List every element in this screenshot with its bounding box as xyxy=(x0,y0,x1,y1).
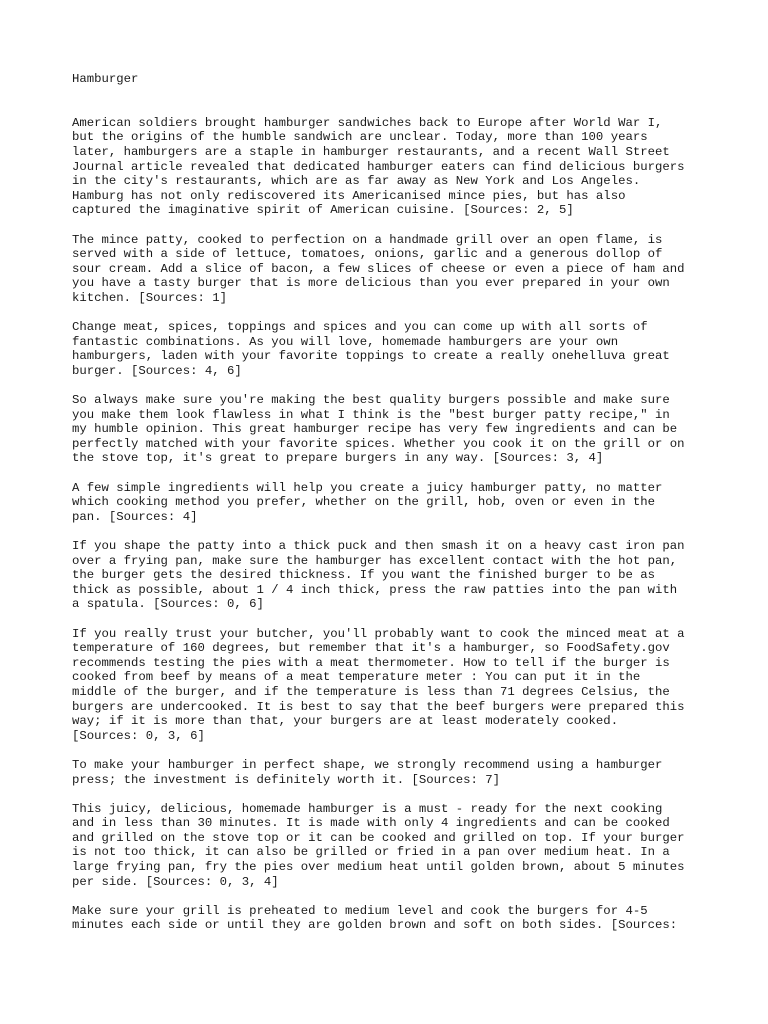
paragraph-line: captured the imaginative spirit of American cuisine. [Sources: 2, 5] xyxy=(72,203,574,218)
paragraph xyxy=(72,320,712,378)
paragraph-line: way; if it is more than that, your burgers are at least moderately cooked. xyxy=(72,714,619,729)
paragraph-line: kitchen. [Sources: 1] xyxy=(72,290,227,305)
paragraph-line: you have a tasty burger that is more delicious than you ever prepared in your own xyxy=(72,276,670,291)
paragraph-line: press; the investment is definitely worth it. [Sources: 7] xyxy=(72,772,501,787)
paragraph-line: later, hamburgers are a staple in hamburger restaurants, and a recent Wall Street xyxy=(72,144,670,159)
paragraph-line: The mince patty, cooked to perfection on a handmade grill over an open flame, is xyxy=(72,232,663,247)
paragraph xyxy=(72,758,712,787)
paragraph-line: hamburgers, laden with your favorite toppings to create a really onehelluva great xyxy=(72,349,670,364)
paragraph xyxy=(72,233,712,306)
paragraph-line: [Sources: 0, 3, 6] xyxy=(72,728,205,743)
paragraph-line: If you shape the patty into a thick puck and then smash it on a heavy cast iron pan xyxy=(72,539,685,553)
paragraph-line: burger. [Sources: 4, 6] xyxy=(72,363,242,378)
document-title: Hamburger xyxy=(72,72,139,86)
paragraph-line: which cooking method you prefer, whether on the grill, hob, oven or even in the xyxy=(72,495,655,510)
paragraph-line: the burger gets the desired thickness. If you want the finished burger to be as xyxy=(72,568,655,583)
paragraph xyxy=(72,539,712,612)
paragraph-line: and grilled on the stove top or it can be cooked and grilled on top. If your burger xyxy=(72,830,685,845)
paragraph-line: served with a side of lettuce, tomatoes, onions, garlic and a generous dollop of xyxy=(72,247,663,262)
paragraph-line: thick as possible, about 1 / 4 inch thick, press the raw patties into the pan with xyxy=(72,582,678,597)
paragraph xyxy=(72,802,712,890)
paragraph-line: over a frying pan, make sure the hamburger has excellent contact with the hot pan, xyxy=(72,553,678,568)
paragraph-line: but the origins of the humble sandwich are unclear. Today, more than 100 years xyxy=(72,130,648,145)
paragraph-line: in the city's restaurants, which are as far away as New York and Los Angeles. xyxy=(72,174,641,189)
paragraph-line: So always make sure you're making the best quality burgers possible and make sure xyxy=(72,393,670,408)
paragraph-line: fantastic combinations. As you will love, homemade hamburgers are your own xyxy=(72,334,619,349)
paragraph-line: To make your hamburger in perfect shape, we strongly recommend using a hamburger xyxy=(72,757,663,772)
paragraph-line: per side. [Sources: 0, 3, 4] xyxy=(72,874,279,889)
paragraph-line: Journal article revealed that dedicated hamburger eaters can find delicious burgers xyxy=(72,159,685,174)
paragraph-line: my humble opinion. This great hamburger recipe has very few ingredients and can be xyxy=(72,422,678,437)
paragraph-line: burgers are undercooked. It is best to say that the beef burgers were prepared this xyxy=(72,699,685,714)
paragraph-line: and in less than 30 minutes. It is made with only 4 ingredients and can be cooked xyxy=(72,816,670,831)
paragraph-line: sour cream. Add a slice of bacon, a few slices of cheese or even a piece of ham and xyxy=(72,261,685,276)
paragraph xyxy=(72,481,712,525)
paragraph xyxy=(72,393,712,466)
document-body xyxy=(72,116,712,933)
paragraph-line: middle of the burger, and if the temperature is less than 71 degrees Celsius, the xyxy=(72,684,670,699)
paragraph-line: a spatula. [Sources: 0, 6] xyxy=(72,597,264,612)
paragraph-line: the stove top, it's great to prepare burgers in any way. [Sources: 3, 4] xyxy=(72,451,604,466)
paragraph-line: you make them look flawless in what I think is the "best burger patty recipe," in xyxy=(72,407,670,422)
paragraph-line: If you really trust your butcher, you'll probably want to cook the minced meat at a xyxy=(72,626,685,641)
paragraph-line: This juicy, delicious, homemade hamburger is a must - ready for the next cooking xyxy=(72,801,663,816)
paragraph-line: American soldiers brought hamburger sandwiches back to Europe after World War I, xyxy=(72,115,663,130)
paragraph-line: pan. [Sources: 4] xyxy=(72,509,198,524)
paragraph xyxy=(72,904,712,933)
paragraph-line: Change meat, spices, toppings and spices and you can come up with all sorts of xyxy=(72,320,648,335)
paragraph-line: Make sure your grill is preheated to medium level and cook the burgers for 4-5 xyxy=(72,903,648,918)
paragraph-line: large frying pan, fry the pies over medium heat until golden brown, about 5 minutes xyxy=(72,860,685,875)
document-page xyxy=(72,72,712,948)
paragraph xyxy=(72,116,712,218)
paragraph xyxy=(72,627,712,744)
paragraph-line: cooked from beef by means of a meat temperature meter : You can put it in the xyxy=(72,670,641,685)
paragraph-line: A few simple ingredients will help you create a juicy hamburger patty, no matter xyxy=(72,480,663,495)
paragraph-line: recommends testing the pies with a meat thermometer. How to tell if the burger is xyxy=(72,655,670,670)
paragraph-line: is not too thick, it can also be grilled or fried in a pan over medium heat. In a xyxy=(72,845,670,860)
paragraph-line: Hamburg has not only rediscovered its Americanised mince pies, but has also xyxy=(72,188,626,203)
paragraph-line: minutes each side or until they are golden brown and soft on both sides. [Sources: xyxy=(72,918,678,933)
paragraph-line: perfectly matched with your favorite spices. Whether you cook it on the grill or on xyxy=(72,436,685,451)
paragraph-line: temperature of 160 degrees, but remember that it's a hamburger, so FoodSafety.gov xyxy=(72,641,670,656)
